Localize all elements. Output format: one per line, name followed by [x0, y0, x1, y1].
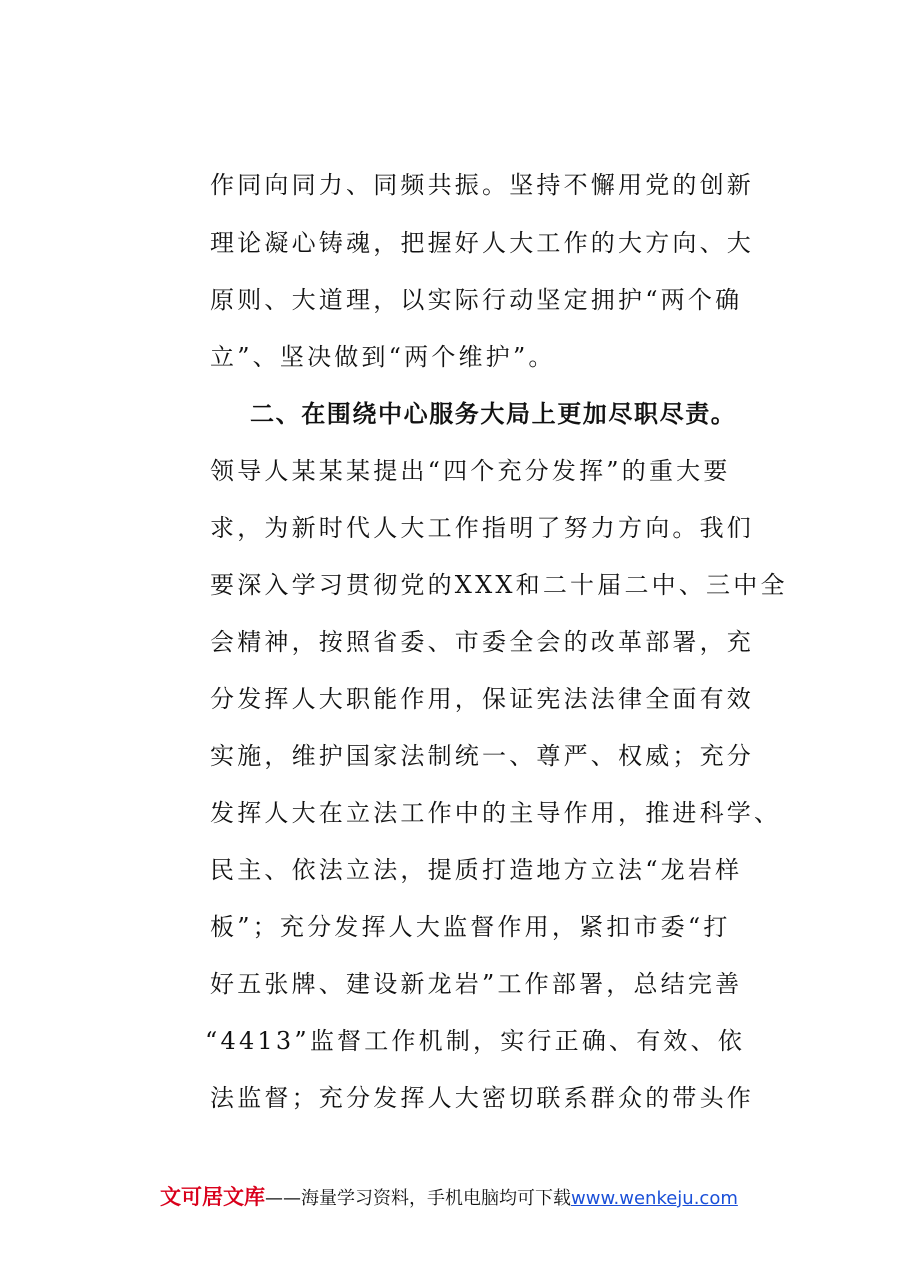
section-line-4: 会精神，按照省委、市委全会的改革部署，充 [210, 628, 754, 656]
section-line-12: 法监督；充分发挥人大密切联系群众的带头作 [210, 1084, 754, 1112]
section-line-8: 民主、依法立法，提质打造地方立法“龙岩样 [210, 856, 743, 884]
body-line-2: 理论凝心铸魂，把握好人大工作的大方向、大 [210, 229, 754, 257]
body-line-4: 立”、坚决做到“两个维护”。 [210, 343, 556, 371]
section-line-7: 发挥人大在立法工作中的主导作用，推进科学、 [210, 799, 782, 827]
section-line-9: 板”；充分发挥人大监督作用，紧扣市委“打 [210, 913, 731, 941]
footer-link[interactable]: www.wenkeju.com [571, 1188, 738, 1209]
footer-banner [160, 1182, 738, 1212]
section-line-6: 实施，维护国家法制统一、尊严、权威；充分 [210, 742, 754, 770]
footer-tagline: ——海量学习资料，手机电脑均可下载 [265, 1188, 571, 1209]
body-line-3: 原则、大道理，以实际行动坚定拥护“两个确 [210, 286, 743, 314]
section-line-3: 要深入学习贯彻党的XXX和二十届二中、三中全 [210, 571, 788, 599]
section-heading: 二、在围绕中心服务大局上更加尽职尽责。 [250, 400, 737, 428]
section-line-5: 分发挥人大职能作用，保证宪法法律全面有效 [210, 685, 754, 713]
section-line-1: 领导人某某某提出“四个充分发挥”的重大要 [210, 457, 731, 485]
section-line-11: “4413”监督工作机制，实行正确、有效、依 [205, 1027, 746, 1055]
section-line-10: 好五张牌、建设新龙岩”工作部署，总结完善 [210, 970, 743, 998]
section-line-2: 求，为新时代人大工作指明了努力方向。我们 [210, 514, 754, 542]
footer-brand: 文可居文库 [160, 1185, 265, 1209]
body-line-1: 作同向同力、同频共振。坚持不懈用党的创新 [210, 171, 754, 199]
